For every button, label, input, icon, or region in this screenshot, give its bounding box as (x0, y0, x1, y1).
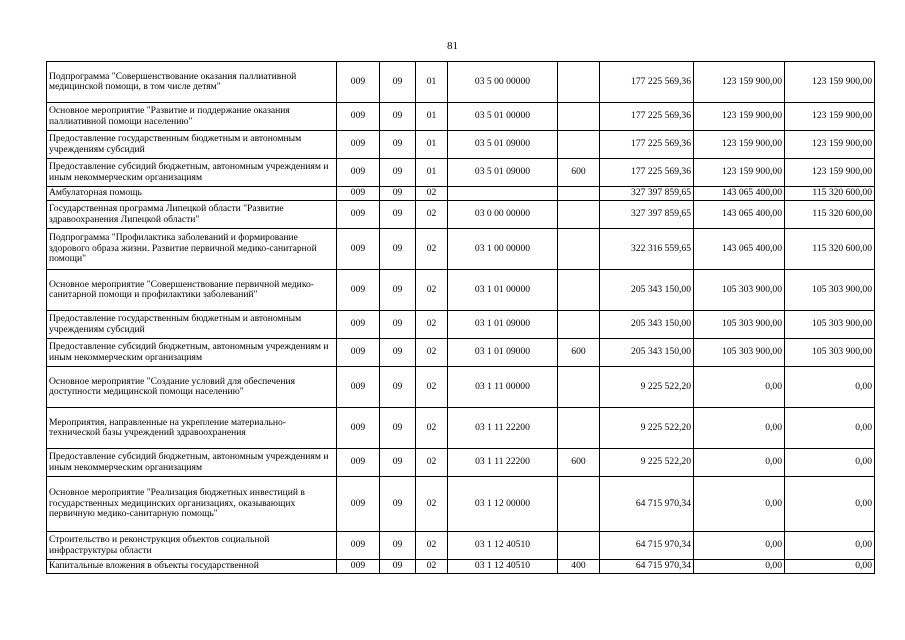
amount-year-3-cell: 123 159 900,00 (785, 131, 875, 159)
ministry-code-cell: 009 (337, 187, 380, 201)
table-row (47, 367, 875, 408)
section-code-cell: 09 (380, 131, 416, 159)
amount-year-2-cell: 143 065 400,00 (694, 187, 785, 201)
ministry-code-cell: 009 (337, 560, 380, 574)
subsection-code-cell: 01 (416, 159, 448, 187)
amount-year-1-cell: 205 343 150,00 (600, 311, 694, 339)
amount-year-3-cell: 105 303 900,00 (785, 339, 875, 367)
section-code-cell: 09 (380, 339, 416, 367)
amount-year-1-cell: 205 343 150,00 (600, 339, 694, 367)
amount-year-2-cell: 123 159 900,00 (694, 131, 785, 159)
expense-type-cell (558, 131, 600, 159)
row-name-cell: Подпрограмма "Профилактика заболеваний и формирование здорового образа жизни. Развитие первичной медико-санитарной помощи" (47, 229, 337, 270)
amount-year-2-cell: 123 159 900,00 (694, 159, 785, 187)
row-name-cell: Предоставление субсидий бюджетным, автономным учреждениям и иным некоммерческим организациям (47, 449, 337, 477)
subsection-code-cell: 02 (416, 477, 448, 532)
subsection-code-cell: 02 (416, 449, 448, 477)
amount-year-1-cell: 9 225 522,20 (600, 367, 694, 408)
table-row (47, 408, 875, 449)
ministry-code-cell: 009 (337, 62, 380, 103)
row-name-cell: Предоставление субсидий бюджетным, автономным учреждениям и иным некоммерческим организациям (47, 159, 337, 187)
target-article-cell: 03 1 11 00000 (448, 367, 558, 408)
amount-year-1-cell: 9 225 522,20 (600, 449, 694, 477)
amount-year-3-cell: 123 159 900,00 (785, 103, 875, 131)
amount-year-3-cell: 115 320 600,00 (785, 201, 875, 229)
amount-year-2-cell: 105 303 900,00 (694, 339, 785, 367)
amount-year-2-cell: 143 065 400,00 (694, 229, 785, 270)
amount-year-1-cell: 177 225 569,36 (600, 103, 694, 131)
table-row (47, 311, 875, 339)
expense-type-cell (558, 187, 600, 201)
subsection-code-cell: 01 (416, 131, 448, 159)
amount-year-2-cell: 105 303 900,00 (694, 270, 785, 311)
subsection-code-cell: 01 (416, 62, 448, 103)
target-article-cell: 03 1 11 22200 (448, 408, 558, 449)
expense-type-cell: 600 (558, 339, 600, 367)
target-article-cell: 03 0 00 00000 (448, 201, 558, 229)
target-article-cell: 03 5 00 00000 (448, 62, 558, 103)
table-row (47, 477, 875, 532)
target-article-cell: 03 5 01 00000 (448, 103, 558, 131)
amount-year-1-cell: 64 715 970,34 (600, 560, 694, 574)
section-code-cell: 09 (380, 532, 416, 560)
amount-year-2-cell: 123 159 900,00 (694, 103, 785, 131)
budget-table-body (47, 62, 875, 574)
amount-year-1-cell: 327 397 859,65 (600, 201, 694, 229)
subsection-code-cell: 02 (416, 201, 448, 229)
amount-year-2-cell: 0,00 (694, 477, 785, 532)
amount-year-2-cell: 105 303 900,00 (694, 311, 785, 339)
amount-year-1-cell: 322 316 559,65 (600, 229, 694, 270)
target-article-cell: 03 5 01 09000 (448, 159, 558, 187)
table-row (47, 103, 875, 131)
row-name-cell: Основное мероприятие "Реализация бюджетных инвестиций в государственных медицинских организациях, оказывающих первичную медико-санитарную помощь" (47, 477, 337, 532)
target-article-cell: 03 1 01 00000 (448, 270, 558, 311)
subsection-code-cell: 02 (416, 532, 448, 560)
section-code-cell: 09 (380, 103, 416, 131)
section-code-cell: 09 (380, 560, 416, 574)
amount-year-3-cell: 115 320 600,00 (785, 187, 875, 201)
table-row (47, 62, 875, 103)
amount-year-2-cell: 0,00 (694, 449, 785, 477)
amount-year-1-cell: 64 715 970,34 (600, 477, 694, 532)
ministry-code-cell: 009 (337, 311, 380, 339)
row-name-cell: Предоставление субсидий бюджетным, автономным учреждениям и иным некоммерческим организациям (47, 339, 337, 367)
section-code-cell: 09 (380, 159, 416, 187)
row-name-cell: Амбулаторная помощь (47, 187, 337, 201)
expense-type-cell (558, 103, 600, 131)
amount-year-3-cell: 0,00 (785, 449, 875, 477)
amount-year-3-cell: 115 320 600,00 (785, 229, 875, 270)
amount-year-1-cell: 205 343 150,00 (600, 270, 694, 311)
section-code-cell: 09 (380, 311, 416, 339)
amount-year-2-cell: 143 065 400,00 (694, 201, 785, 229)
ministry-code-cell: 009 (337, 532, 380, 560)
target-article-cell: 03 1 11 22200 (448, 449, 558, 477)
subsection-code-cell: 02 (416, 187, 448, 201)
table-row (47, 159, 875, 187)
budget-table (46, 61, 875, 574)
section-code-cell: 09 (380, 62, 416, 103)
target-article-cell: 03 1 12 40510 (448, 560, 558, 574)
amount-year-3-cell: 123 159 900,00 (785, 159, 875, 187)
amount-year-3-cell: 0,00 (785, 408, 875, 449)
table-row (47, 449, 875, 477)
row-name-cell: Основное мероприятие "Совершенствование первичной медико-санитарной помощи и профилактики заболеваний" (47, 270, 337, 311)
row-name-cell: Строительство и реконструкция объектов социальной инфраструктуры области (47, 532, 337, 560)
subsection-code-cell: 02 (416, 270, 448, 311)
table-row (47, 229, 875, 270)
amount-year-3-cell: 105 303 900,00 (785, 311, 875, 339)
expense-type-cell (558, 408, 600, 449)
subsection-code-cell: 01 (416, 103, 448, 131)
ministry-code-cell: 009 (337, 103, 380, 131)
amount-year-1-cell: 177 225 569,36 (600, 159, 694, 187)
section-code-cell: 09 (380, 449, 416, 477)
ministry-code-cell: 009 (337, 449, 380, 477)
expense-type-cell (558, 201, 600, 229)
subsection-code-cell: 02 (416, 311, 448, 339)
section-code-cell: 09 (380, 408, 416, 449)
subsection-code-cell: 02 (416, 367, 448, 408)
row-name-cell: Предоставление государственным бюджетным и автономным учреждениям субсидий (47, 311, 337, 339)
section-code-cell: 09 (380, 367, 416, 408)
table-row (47, 270, 875, 311)
ministry-code-cell: 009 (337, 229, 380, 270)
amount-year-1-cell: 177 225 569,36 (600, 62, 694, 103)
subsection-code-cell: 02 (416, 408, 448, 449)
subsection-code-cell: 02 (416, 229, 448, 270)
row-name-cell: Предоставление государственным бюджетным и автономным учреждениям субсидий (47, 131, 337, 159)
ministry-code-cell: 009 (337, 201, 380, 229)
target-article-cell: 03 1 00 00000 (448, 229, 558, 270)
row-name-cell: Государственная программа Липецкой области "Развитие здравоохранения Липецкой области" (47, 201, 337, 229)
row-name-cell: Основное мероприятие "Развитие и поддержание оказания паллиативной помощи населению" (47, 103, 337, 131)
target-article-cell: 03 1 01 09000 (448, 339, 558, 367)
amount-year-1-cell: 9 225 522,20 (600, 408, 694, 449)
expense-type-cell: 600 (558, 449, 600, 477)
target-article-cell: 03 5 01 09000 (448, 131, 558, 159)
expense-type-cell (558, 62, 600, 103)
amount-year-2-cell: 0,00 (694, 367, 785, 408)
expense-type-cell (558, 477, 600, 532)
ministry-code-cell: 009 (337, 339, 380, 367)
expense-type-cell: 400 (558, 560, 600, 574)
amount-year-3-cell: 0,00 (785, 477, 875, 532)
amount-year-1-cell: 327 397 859,65 (600, 187, 694, 201)
amount-year-3-cell: 105 303 900,00 (785, 270, 875, 311)
amount-year-3-cell: 0,00 (785, 532, 875, 560)
table-row (47, 560, 875, 574)
amount-year-1-cell: 64 715 970,34 (600, 532, 694, 560)
ministry-code-cell: 009 (337, 159, 380, 187)
table-row (47, 187, 875, 201)
page-number: 81 (447, 40, 458, 52)
section-code-cell: 09 (380, 270, 416, 311)
table-row (47, 201, 875, 229)
section-code-cell: 09 (380, 477, 416, 532)
ministry-code-cell: 009 (337, 131, 380, 159)
expense-type-cell (558, 270, 600, 311)
expense-type-cell (558, 367, 600, 408)
table-row (47, 532, 875, 560)
row-name-cell: Подпрограмма "Совершенствование оказания паллиативной медицинской помощи, в том числе детям" (47, 62, 337, 103)
target-article-cell (448, 187, 558, 201)
amount-year-2-cell: 123 159 900,00 (694, 62, 785, 103)
target-article-cell: 03 1 01 09000 (448, 311, 558, 339)
target-article-cell: 03 1 12 40510 (448, 532, 558, 560)
row-name-cell: Основное мероприятие "Создание условий для обеспечения доступности медицинской помощи населению" (47, 367, 337, 408)
section-code-cell: 09 (380, 201, 416, 229)
expense-type-cell: 600 (558, 159, 600, 187)
row-name-cell: Капитальные вложения в объекты государственной (47, 560, 337, 574)
ministry-code-cell: 009 (337, 477, 380, 532)
amount-year-2-cell: 0,00 (694, 532, 785, 560)
ministry-code-cell: 009 (337, 270, 380, 311)
ministry-code-cell: 009 (337, 408, 380, 449)
amount-year-2-cell: 0,00 (694, 560, 785, 574)
table-row (47, 339, 875, 367)
expense-type-cell (558, 532, 600, 560)
subsection-code-cell: 02 (416, 339, 448, 367)
section-code-cell: 09 (380, 229, 416, 270)
table-row (47, 131, 875, 159)
target-article-cell: 03 1 12 00000 (448, 477, 558, 532)
row-name-cell: Мероприятия, направленные на укрепление материально-технической базы учреждений здравоохранения (47, 408, 337, 449)
subsection-code-cell: 02 (416, 560, 448, 574)
amount-year-3-cell: 0,00 (785, 560, 875, 574)
amount-year-1-cell: 177 225 569,36 (600, 131, 694, 159)
expense-type-cell (558, 229, 600, 270)
section-code-cell: 09 (380, 187, 416, 201)
expense-type-cell (558, 311, 600, 339)
ministry-code-cell: 009 (337, 367, 380, 408)
amount-year-3-cell: 123 159 900,00 (785, 62, 875, 103)
amount-year-3-cell: 0,00 (785, 367, 875, 408)
amount-year-2-cell: 0,00 (694, 408, 785, 449)
